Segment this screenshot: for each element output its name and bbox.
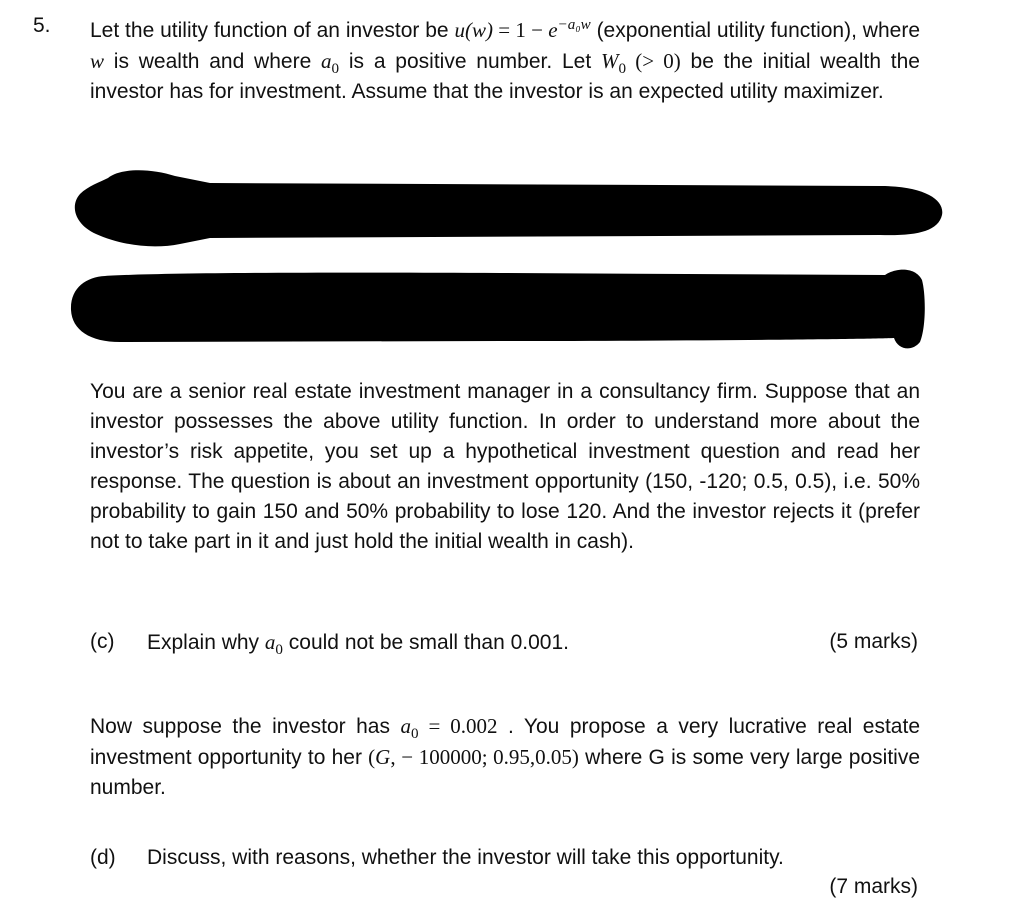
part-c-marks: (5 marks) [829, 630, 918, 653]
redaction-bar-bottom [71, 270, 925, 349]
followup-math-a: a [400, 714, 411, 738]
part-c-text-2: could not be small than 0.001. [282, 631, 569, 654]
followup-text-1: Now suppose the investor has [90, 715, 401, 738]
part-d-marks: (7 marks) [829, 875, 918, 898]
scenario-paragraph: You are a senior real estate investment manager in a consultancy firm. Suppose that an investor possesses the above utility function. In order to understand more about the investor’s risk appetite, you set up a hypothetical investment question and read her response. The question is about an investment opportunity (150, -120; 0.5, 0.5), i.e. 50% probability to gain 150 and 50% probability to lose 120. And the investor rejects it (prefer not to take part in it and just hold the initial wealth in cash). [90, 380, 920, 553]
followup-math-opportunity: , − 100000; 0.95,0.05) [390, 745, 579, 769]
intro-text-1: Let the utility function of an investor be [90, 19, 455, 42]
followup-text-2: . You propose a very lucrative real estate investment opportunity to her [90, 715, 920, 769]
followup-math-value: = 0.002 [418, 714, 498, 738]
part-c-math-a: a [264, 630, 276, 654]
part-c-math-a-subscript: 0 [275, 642, 283, 659]
math-W-subscript: 0 [618, 61, 627, 78]
followup-text-3: where G is some very large positive number. [90, 746, 921, 799]
math-e: e [548, 18, 558, 42]
intro-text-3: is wealth and where [104, 50, 322, 73]
math-W: W [600, 49, 619, 73]
intro-text-5: be the initial wealth the investor has for investment. Assume that the investor is an expected utility maximizer. [90, 50, 920, 103]
math-equals-one-minus: = 1 − [492, 18, 549, 42]
math-a-subscript: 0 [331, 61, 340, 78]
followup-math-a-subscript: 0 [410, 726, 419, 743]
question-number: 5. [33, 14, 51, 37]
followup-math-open-paren: ( [368, 745, 376, 769]
math-condition: (> 0) [626, 49, 681, 73]
intro-paragraph [90, 15, 920, 107]
part-c-question [147, 627, 569, 658]
intro-text-4: is a positive number. Let [339, 50, 601, 73]
part-d-label: (d) [90, 846, 116, 869]
followup-paragraph [90, 711, 920, 803]
part-d-question: Discuss, with reasons, whether the investor will take this opportunity. [147, 846, 784, 869]
math-exponent: −a₀w [557, 17, 591, 33]
part-c-label: (c) [90, 630, 115, 653]
part-c-text-1: Explain why [147, 631, 265, 654]
redaction-bar-top [75, 170, 942, 246]
math-w: w [90, 49, 105, 73]
math-utility-u-w: u(w) [454, 18, 493, 42]
math-a: a [321, 49, 332, 73]
intro-text-2: (exponential utility function), where [590, 19, 920, 42]
followup-math-G: G [375, 745, 391, 769]
